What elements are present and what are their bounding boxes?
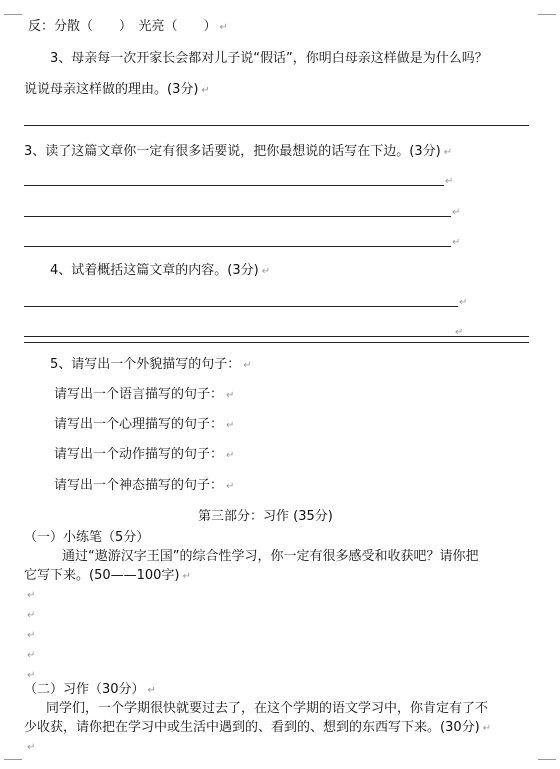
- section-2-prompt-line-2: 少收获，请你把在学习中或生活中遇到的、看到的、想到的东西写下来。(30分) ↵: [24, 720, 492, 735]
- question-3b: 3、读了这篇文章你一定有很多话要说，把你最想说的话写在下边。(3分) ↵: [24, 144, 453, 159]
- question-5-expression: 请写出一个神态描写的句子： ↵: [54, 478, 235, 493]
- page-corner-mark: [538, 14, 556, 15]
- question-3-line-1: 3、母亲每一次开家长会都对儿子说“假话”，你明白母亲这样做是为什么吗？: [50, 51, 488, 66]
- section-2-prompt-line-1: 同学们，一个学期很快就要过去了，在这个学期的语文学习中，你肯定有了不: [46, 701, 489, 716]
- question-3-line-2: 说说母亲这样做的理由。(3分) ↵: [24, 82, 210, 97]
- page-corner-mark: [4, 759, 22, 760]
- answer-line: [24, 306, 458, 307]
- paragraph-mark: ↵: [452, 207, 461, 218]
- paragraph-mark: ↵: [27, 670, 36, 681]
- paragraph-mark: ↵: [27, 650, 36, 661]
- answer-line: [24, 336, 529, 337]
- page-corner-mark: [538, 759, 556, 760]
- question-5-appearance: 5、请写出一个外貌描写的句子： ↵: [50, 357, 252, 372]
- page-corner-mark: [4, 14, 22, 15]
- section-1-prompt-line-1: 通过“遨游汉字王国”的综合性学习，你一定有很多感受和收获吧？请你把: [62, 549, 479, 564]
- answer-line: [24, 216, 451, 217]
- question-5-language: 请写出一个语言描写的句子： ↵: [54, 387, 235, 402]
- paragraph-mark: ↵: [27, 610, 36, 621]
- answer-line: [24, 125, 529, 126]
- paragraph-mark: ↵: [27, 742, 36, 753]
- paragraph-mark: ↵: [27, 630, 36, 641]
- part-3-title: 第三部分：习作 (35分): [198, 509, 333, 524]
- answer-line: [24, 185, 444, 186]
- paragraph-mark: ↵: [27, 590, 36, 601]
- antonym-line: 反：分散（ ） 光亮（ ） ↵: [28, 19, 228, 34]
- section-1-prompt-line-2: 它写下来。(50——100字) ↵: [24, 568, 191, 583]
- answer-line: [24, 246, 451, 247]
- section-1-heading: （一）小练笔（5分）: [24, 530, 150, 545]
- paragraph-mark: ↵: [452, 237, 461, 248]
- section-2-heading: （二）习作（30分） ↵: [24, 682, 156, 697]
- question-5-action: 请写出一个动作描写的句子： ↵: [54, 447, 235, 462]
- paragraph-mark: ↵: [445, 176, 454, 187]
- paragraph-mark: ↵: [459, 297, 468, 308]
- answer-line: [24, 342, 529, 343]
- question-5-psychology: 请写出一个心理描写的句子： ↵: [54, 417, 235, 432]
- question-4: 4、试着概括这篇文章的内容。(3分) ↵: [50, 263, 271, 278]
- paragraph-mark: ↵: [455, 327, 464, 338]
